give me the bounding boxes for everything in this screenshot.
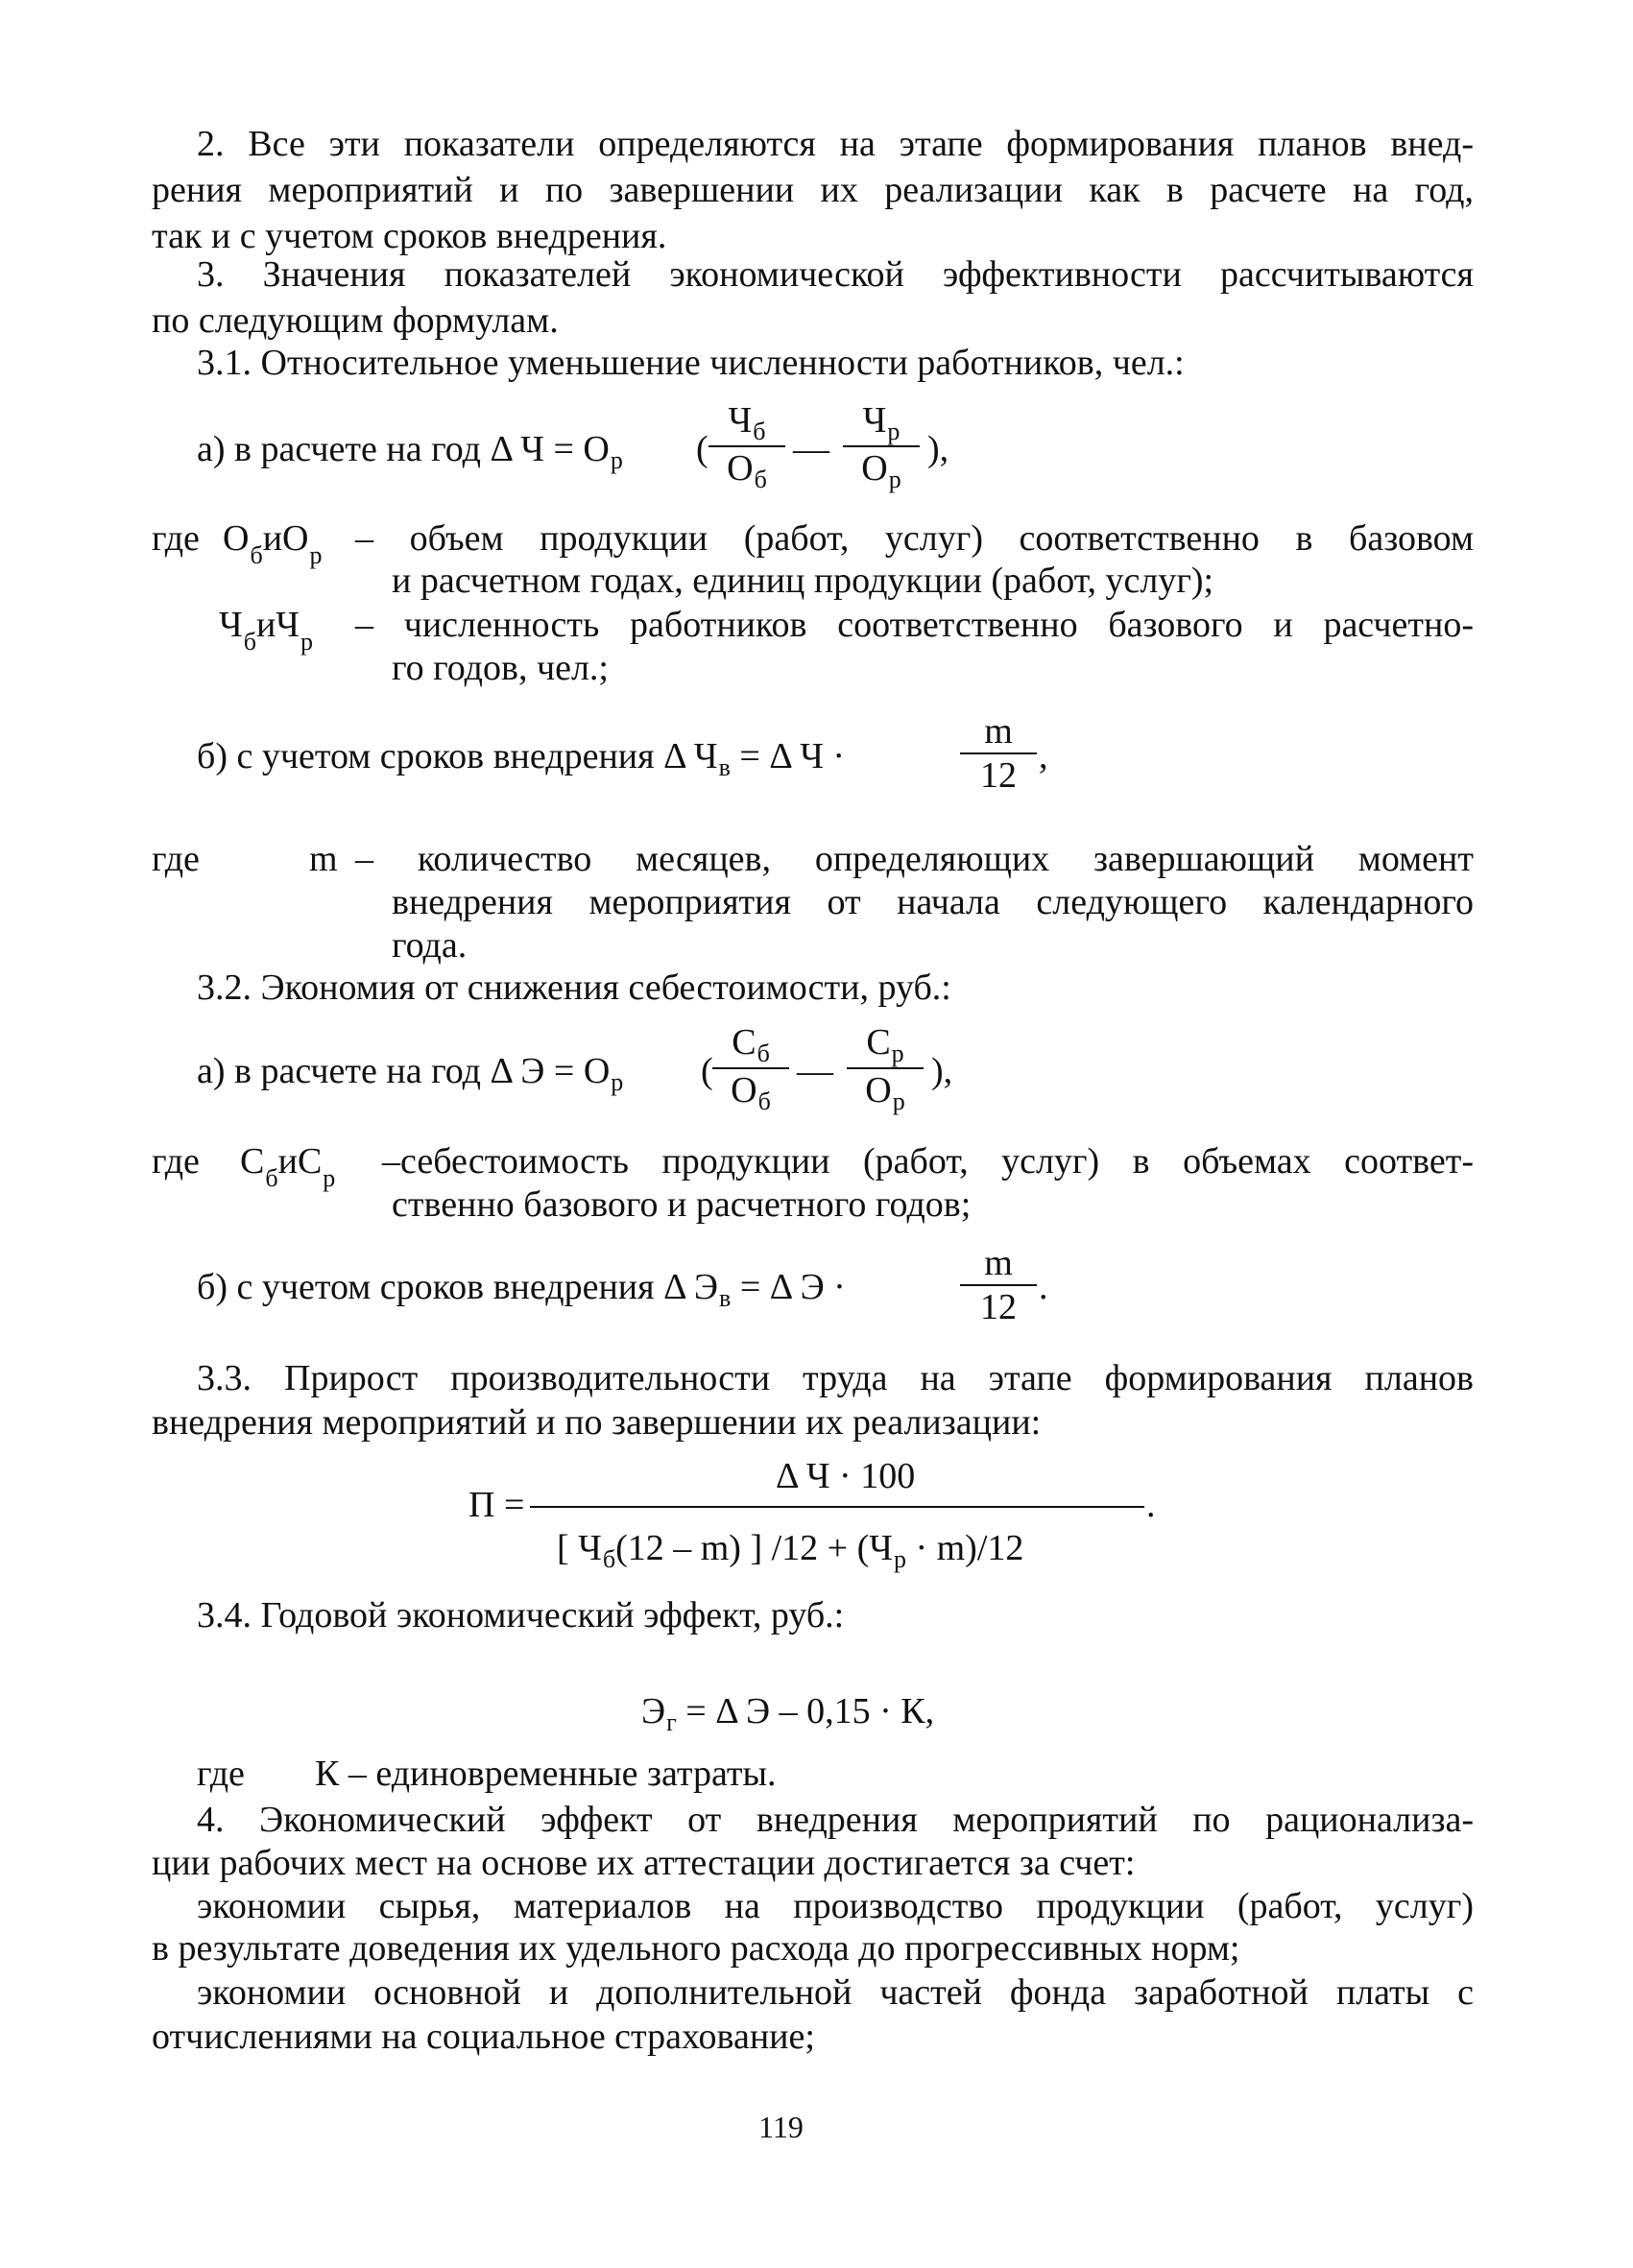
formula-3-den-2-symbol: О (865, 1070, 892, 1110)
def4-sym-a: С (240, 1141, 265, 1182)
def1-sub-b: р (309, 541, 323, 569)
section-3-1-heading: 3.1. Относительное уменьшение численности работников, чел.: (197, 343, 1185, 383)
paragraph-6-line-1: экономии основной и дополнительной частей фонда заработной платы с (197, 1972, 1474, 2013)
def1-sub-a: б (250, 541, 263, 569)
formula-2-denominator: 12 (980, 755, 1017, 796)
formula-1-minus: — (793, 429, 829, 469)
definition-4-where: где (152, 1141, 200, 1182)
definition-4-line-1: –себестоимость продукции (работ, услуг) в объемах соответ- (382, 1141, 1474, 1182)
formula-4-rest: = Δ Э · (739, 1267, 846, 1307)
formula-1-fraction-2 (843, 399, 920, 493)
paragraph-3-line-1: 3. Значения показателей экономической эффективности рассчитываются (197, 254, 1474, 295)
formula-4-numerator: m (960, 1242, 1037, 1286)
section-3-4-heading: 3.4. Годовой экономический эффект, руб.: (197, 1595, 845, 1635)
formula-4-tail: . (1039, 1267, 1048, 1307)
formula-3-num-2-symbol: С (866, 1022, 891, 1062)
paragraph-6-line-2: отчислениями на социальное страхование; (152, 2017, 815, 2057)
definition-3-line-1: – количество месяцев, определяющих завершающий момент (355, 839, 1474, 879)
paragraph-5-line-1: экономии сырья, материалов на производство продукции (работ, услуг) (197, 1886, 1474, 1926)
paragraph-2-line-3: так и с учетом сроков внедрения. (152, 216, 667, 256)
definition-3-line-3: года. (392, 925, 468, 966)
formula-2-fraction (960, 710, 1037, 797)
definition-1-line-2: и расчетном годах, единиц продукции (работ, услуг); (392, 561, 1214, 601)
def1-sym-a: О (223, 518, 250, 559)
definition-5-text: К – единовременные затраты. (315, 1754, 777, 1794)
def2-sym-a: Ч (219, 605, 243, 645)
definition-2-symbols (219, 603, 313, 656)
formula-3-num-1-symbol: С (732, 1022, 756, 1062)
formula-5-den-c: · m)/12 (915, 1528, 1024, 1568)
formula-3-fraction-1-denominator (712, 1069, 789, 1115)
formula-3-den-1-symbol: О (731, 1070, 757, 1110)
formula-2-lead (197, 734, 845, 782)
formula-6-lhs: Э (641, 1691, 666, 1731)
paragraph-4-line-2: ции рабочих мест на основе их аттестации достигается за счет: (152, 1843, 1136, 1883)
def4-conj: и (277, 1141, 298, 1182)
formula-1-den-2-subscript: р (888, 466, 901, 493)
formula-2-lead-text: б) с учетом сроков внедрения Δ Ч (197, 736, 718, 776)
definition-3-where: где (152, 839, 200, 879)
formula-1-open-paren: ( (696, 429, 708, 469)
definition-5-where: где (197, 1754, 245, 1794)
formula-1-den-1-subscript: б (754, 466, 767, 493)
formula-5-den-a: [ Ч (557, 1528, 602, 1568)
definition-1-symbols (223, 516, 323, 569)
paragraph-2-line-1: 2. Все эти показатели определяются на этапе формирования планов внед- (197, 124, 1474, 164)
formula-4-fraction (960, 1242, 1037, 1328)
definition-4-line-2: ственно базового и расчетного годов; (392, 1184, 972, 1225)
formula-6 (641, 1689, 934, 1737)
formula-3-den-2-subscript: р (892, 1087, 905, 1115)
formula-1-fraction-1-denominator (708, 447, 785, 493)
formula-1-lead (197, 427, 623, 475)
formula-1-fraction-1 (708, 399, 785, 493)
definition-1-line-1: – объем продукции (работ, услуг) соответственно в базовом (355, 518, 1474, 559)
formula-5-den-b: (12 – m) ] /12 + (Ч (615, 1528, 893, 1568)
formula-1-fraction-2-numerator (843, 399, 920, 447)
paragraph-3-line-2: по следующим формулам. (152, 300, 559, 341)
definition-3-line-2: внедрения мероприятия от начала следующего календарного (392, 882, 1474, 922)
def2-conj: и (255, 605, 276, 645)
formula-2-numerator: m (960, 710, 1037, 754)
formula-3-open-paren: ( (701, 1051, 713, 1091)
formula-5-numerator: Δ Ч · 100 (776, 1456, 916, 1496)
formula-1-close-paren: ), (927, 429, 949, 469)
formula-4-denominator: 12 (980, 1287, 1017, 1327)
formula-1-den-1-symbol: О (727, 448, 754, 489)
def4-sym-b: С (297, 1141, 323, 1182)
section-3-3-line-1: 3.3. Прирост производительности труда на этапе формирования планов (197, 1358, 1474, 1398)
definition-4-symbols (240, 1139, 336, 1192)
definition-2-line-1: – численность работников соответственно базового и расчетно- (355, 605, 1474, 645)
section-3-3-line-2: внедрения мероприятий и по завершении их реализации: (152, 1402, 1042, 1443)
formula-3-fraction-2-numerator (847, 1021, 924, 1069)
formula-3-lead-subscript: р (611, 1068, 624, 1096)
formula-1-fraction-2-denominator (843, 447, 920, 493)
formula-3-fraction-2 (847, 1021, 924, 1115)
formula-3-minus: — (797, 1051, 833, 1091)
definition-2-line-2: го годов, чел.; (392, 648, 609, 688)
formula-1-den-2-symbol: О (861, 448, 888, 489)
def1-conj: и (262, 518, 283, 559)
formula-3-fraction-2-denominator (847, 1069, 924, 1115)
formula-3-fraction-1 (712, 1021, 789, 1115)
page-number: 119 (758, 2110, 804, 2144)
formula-5-den-a-subscript: б (602, 1545, 616, 1573)
formula-6-lhs-subscript: г (666, 1708, 677, 1736)
def2-sym-b: Ч (276, 605, 300, 645)
formula-5-fraction-bar (530, 1506, 1144, 1508)
def1-sym-b: О (282, 518, 309, 559)
formula-1-num-2-symbol: Ч (862, 400, 887, 441)
formula-4-lead (197, 1265, 846, 1313)
formula-5-den-b-subscript: р (893, 1545, 906, 1573)
formula-3-close-paren: ), (931, 1051, 953, 1091)
formula-1-num-1-subscript: б (753, 418, 766, 445)
definition-1-where: где (152, 518, 200, 559)
formula-5-lhs: П = (468, 1485, 525, 1525)
formula-5-denominator (557, 1526, 1023, 1574)
formula-1-lead-text: а) в расчете на год Δ Ч = О (197, 429, 610, 469)
formula-3-num-2-subscript: р (891, 1039, 904, 1067)
formula-1-num-1-symbol: Ч (728, 400, 753, 441)
paragraph-5-line-2: в результате доведения их удельного расхода до прогрессивных норм; (152, 1928, 1240, 1969)
formula-3-lead-text: а) в расчете на год Δ Э = О (197, 1051, 611, 1091)
formula-1-lead-subscript: р (610, 446, 623, 474)
formula-2-lead-subscript: в (718, 753, 731, 781)
formula-3-den-1-subscript: б (757, 1087, 771, 1115)
paragraph-4-line-1: 4. Экономический эффект от внедрения мероприятий по рационализа- (197, 1800, 1474, 1840)
definition-3-symbol: m (309, 839, 338, 879)
formula-5-tail: . (1146, 1485, 1156, 1525)
formula-2-rest: = Δ Ч · (739, 736, 846, 776)
formula-1-fraction-1-numerator (708, 399, 785, 447)
def2-sub-a: б (243, 628, 256, 656)
formula-4-lead-text: б) с учетом сроков внедрения Δ Э (197, 1267, 719, 1307)
formula-1-num-2-subscript: р (887, 418, 901, 445)
formula-2-tail: , (1039, 736, 1048, 776)
formula-4-lead-subscript: в (719, 1284, 732, 1312)
def4-sub-b: р (323, 1164, 336, 1192)
section-3-2-heading: 3.2. Экономия от снижения себестоимости, руб.: (197, 967, 951, 1008)
formula-3-num-1-subscript: б (756, 1039, 770, 1067)
paragraph-2-line-2: рения мероприятий и по завершении их реализации как в расчете на год, (152, 170, 1474, 210)
formula-3-lead (197, 1049, 623, 1097)
formula-6-rhs: = Δ Э – 0,15 · К, (685, 1691, 935, 1731)
def2-sub-b: р (300, 628, 313, 656)
def4-sub-a: б (265, 1164, 278, 1192)
formula-3-fraction-1-numerator (712, 1021, 789, 1069)
